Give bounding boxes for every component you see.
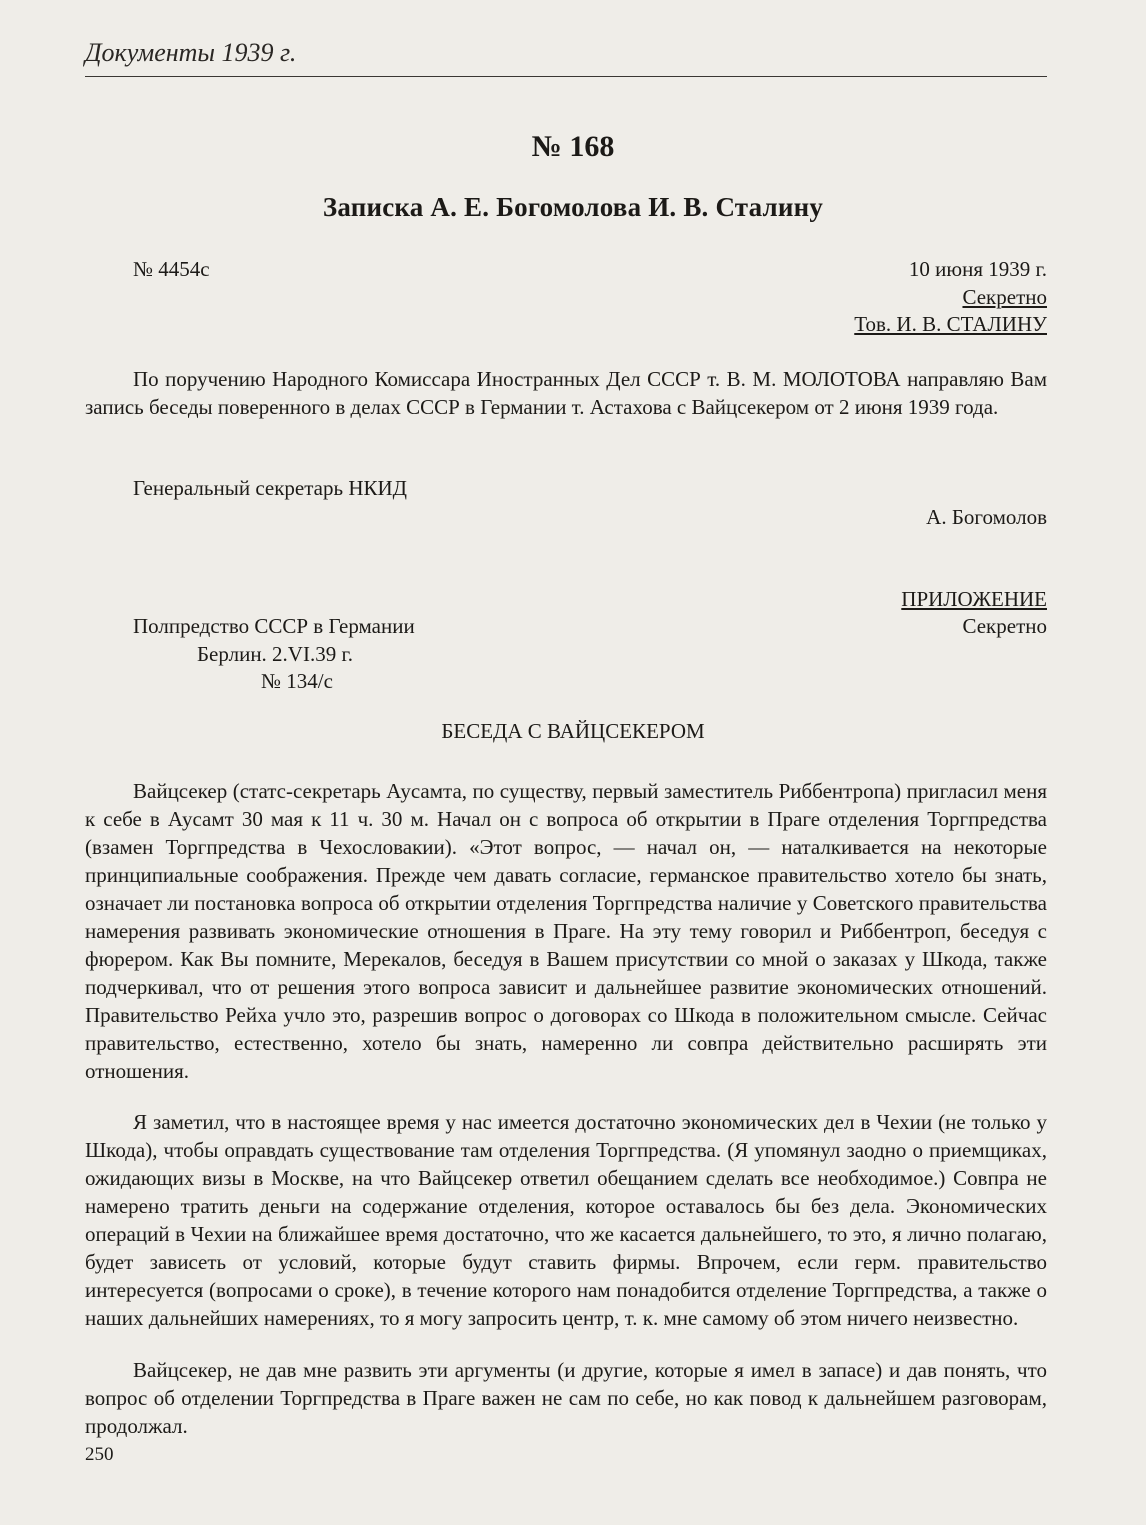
appendix-classification: Секретно [962,614,1047,638]
document-title: Записка А. Е. Богомолова И. В. Сталину [322,192,824,222]
addressee: Тов. И. В. СТАЛИНУ [854,312,1047,336]
signature-name: А. Богомолов [926,505,1047,529]
section-heading: БЕСЕДА С ВАЙЦСЕКЕРОМ [441,719,705,743]
classification-mark: Секретно [962,285,1047,309]
running-head: Документы 1939 г. [85,38,297,67]
page-number: 250 [85,1444,114,1465]
place-date: Берлин. 2.VI.39 г. [197,642,353,666]
header-rule [85,76,1047,77]
intro-paragraph: По поручению Народного Комиссара Иностранных Дел СССР т. В. М. МОЛОТОВА направляю Вам запись беседы поверенного в делах СССР в Германии т. Астахова с Вайцсекером от 2 июня 1939 года. [85,367,1047,419]
body-paragraph-3: Вайцсекер, не дав мне развить эти аргументы (и другие, которые я имел в запасе) и дав понять, что вопрос об отделении Торгпредства в Праге важен не сам по себе, но как повод к дальнейшем разговорам, продолжал. [85,1358,1047,1438]
body-paragraph-1: Вайцсекер (статс-секретарь Аусамта, по существу, первый заместитель Риббентропа) пригласил меня к себе в Аусамт 30 мая к 11 ч. 30 м. Начал он с вопроса об открытии в Праге отделения Торгпредства (взамен Торгпредства в Чехословакии). «Этот вопрос, — начал он, — наталкивается на некоторые принципиальные соображения. Прежде чем давать согласие, германское правительство хотело бы знать, означает ли постановка вопроса об открытии отделения Торгпредства наличие у Советского правительства намерения развивать экономические отношения в Праге. На эту тему говорил и Риббентроп, беседуя с фюрером. Как Вы помните, Мерекалов, беседуя в Вашем присутствии со мной о заказах у Шкода, также подчеркивал, что от решения этого вопроса зависит и дальнейшее развитие экономических отношений. Правительство Рейха учло это, разрешив вопрос о договорах со Шкода в положительном смысле. Сейчас правительство, естественно, хотело бы знать, намеренно ли совпра действительно расширять эти отношения. [85,779,1047,1083]
signature-title: Генеральный секретарь НКИД [133,476,407,500]
document-date: 10 июня 1939 г. [908,257,1047,281]
body-paragraph-2: Я заметил, что в настоящее время у нас имеется достаточно экономических дел в Чехии (не только у Шкода), чтобы оправдать существование там отделения Торгпредства. (Я упомянул заодно о приемщиках, ожидающих визы в Москве, на что Вайцсекер ответил обещанием сделать все необходимое.) Совпра не намерено тратить деньги на содержание отделения, которое оставалось бы без дела. Экономических операций в Чехии на ближайшее время достаточно, что же касается дальнейшего, то это, я лично полагаю, будет зависеть от условий, которые будут ставить фирмы. Впрочем, если герм. правительство интересуется (вопросами о сроке), в течение которого нам понадобится отделение Торгпредства, а также о наших дальнейших намерениях, то я могу запросить центр, т. к. мне самому об этом ничего неизвестно. [85,1110,1047,1330]
embassy-name: Полпредство СССР в Германии [133,614,415,638]
reference-number: № 4454с [133,257,210,281]
document-number: № 168 [531,130,615,163]
appendix-label: ПРИЛОЖЕНИЕ [901,587,1047,611]
appendix-number: № 134/с [261,669,333,693]
